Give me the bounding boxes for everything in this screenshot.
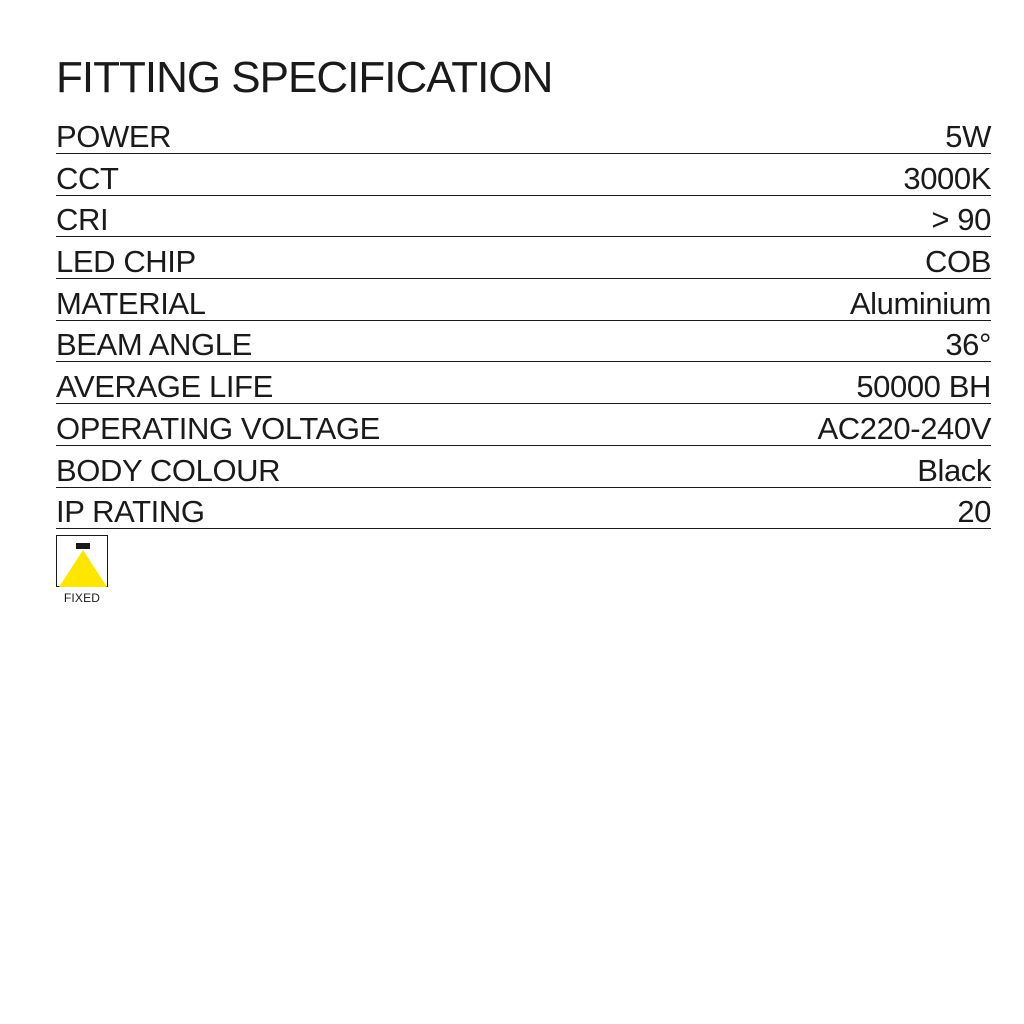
specification-table [56, 114, 991, 529]
spec-label: BODY COLOUR [56, 452, 281, 488]
mounting-type [56, 535, 108, 605]
fixture-body [76, 543, 90, 549]
mounting-label: FIXED [63, 591, 101, 605]
fitting-specification-sheet [56, 52, 991, 529]
spec-label: CRI [56, 202, 109, 238]
spec-row-body-colour [56, 448, 991, 488]
spec-row-operating-voltage [56, 406, 991, 446]
spec-value: 20 [957, 494, 991, 530]
spec-value: 3000K [903, 160, 991, 196]
spec-label: OPERATING VOLTAGE [56, 410, 380, 446]
fixed-downlight-icon [56, 535, 108, 587]
spec-value: Aluminium [849, 285, 991, 321]
spec-row-cri [56, 197, 991, 237]
spec-value: AC220-240V [817, 410, 991, 446]
spec-label: LED CHIP [56, 244, 196, 280]
spec-value: 5W [945, 119, 991, 154]
spec-row-cct [56, 156, 991, 196]
fixed-downlight-graphic [57, 536, 109, 588]
spec-row-ip-rating [56, 489, 991, 529]
spec-row-beam-angle [56, 322, 991, 362]
spec-value: COB [925, 244, 991, 280]
spec-value: 36° [945, 327, 991, 363]
spec-row-power [56, 114, 991, 154]
spec-label: AVERAGE LIFE [56, 369, 273, 405]
spec-value: 50000 BH [856, 369, 991, 405]
spec-label: BEAM ANGLE [56, 327, 252, 363]
spec-row-material [56, 281, 991, 321]
spec-value: > 90 [931, 202, 991, 238]
page-title: FITTING SPECIFICATION [56, 53, 553, 102]
light-beam [59, 550, 107, 587]
spec-label: IP RATING [56, 494, 205, 530]
spec-value: Black [917, 452, 991, 488]
spec-label: MATERIAL [56, 285, 206, 321]
spec-row-average-life [56, 364, 991, 404]
spec-label: CCT [56, 160, 119, 196]
spec-row-led-chip [56, 239, 991, 279]
spec-label: POWER [56, 119, 172, 154]
